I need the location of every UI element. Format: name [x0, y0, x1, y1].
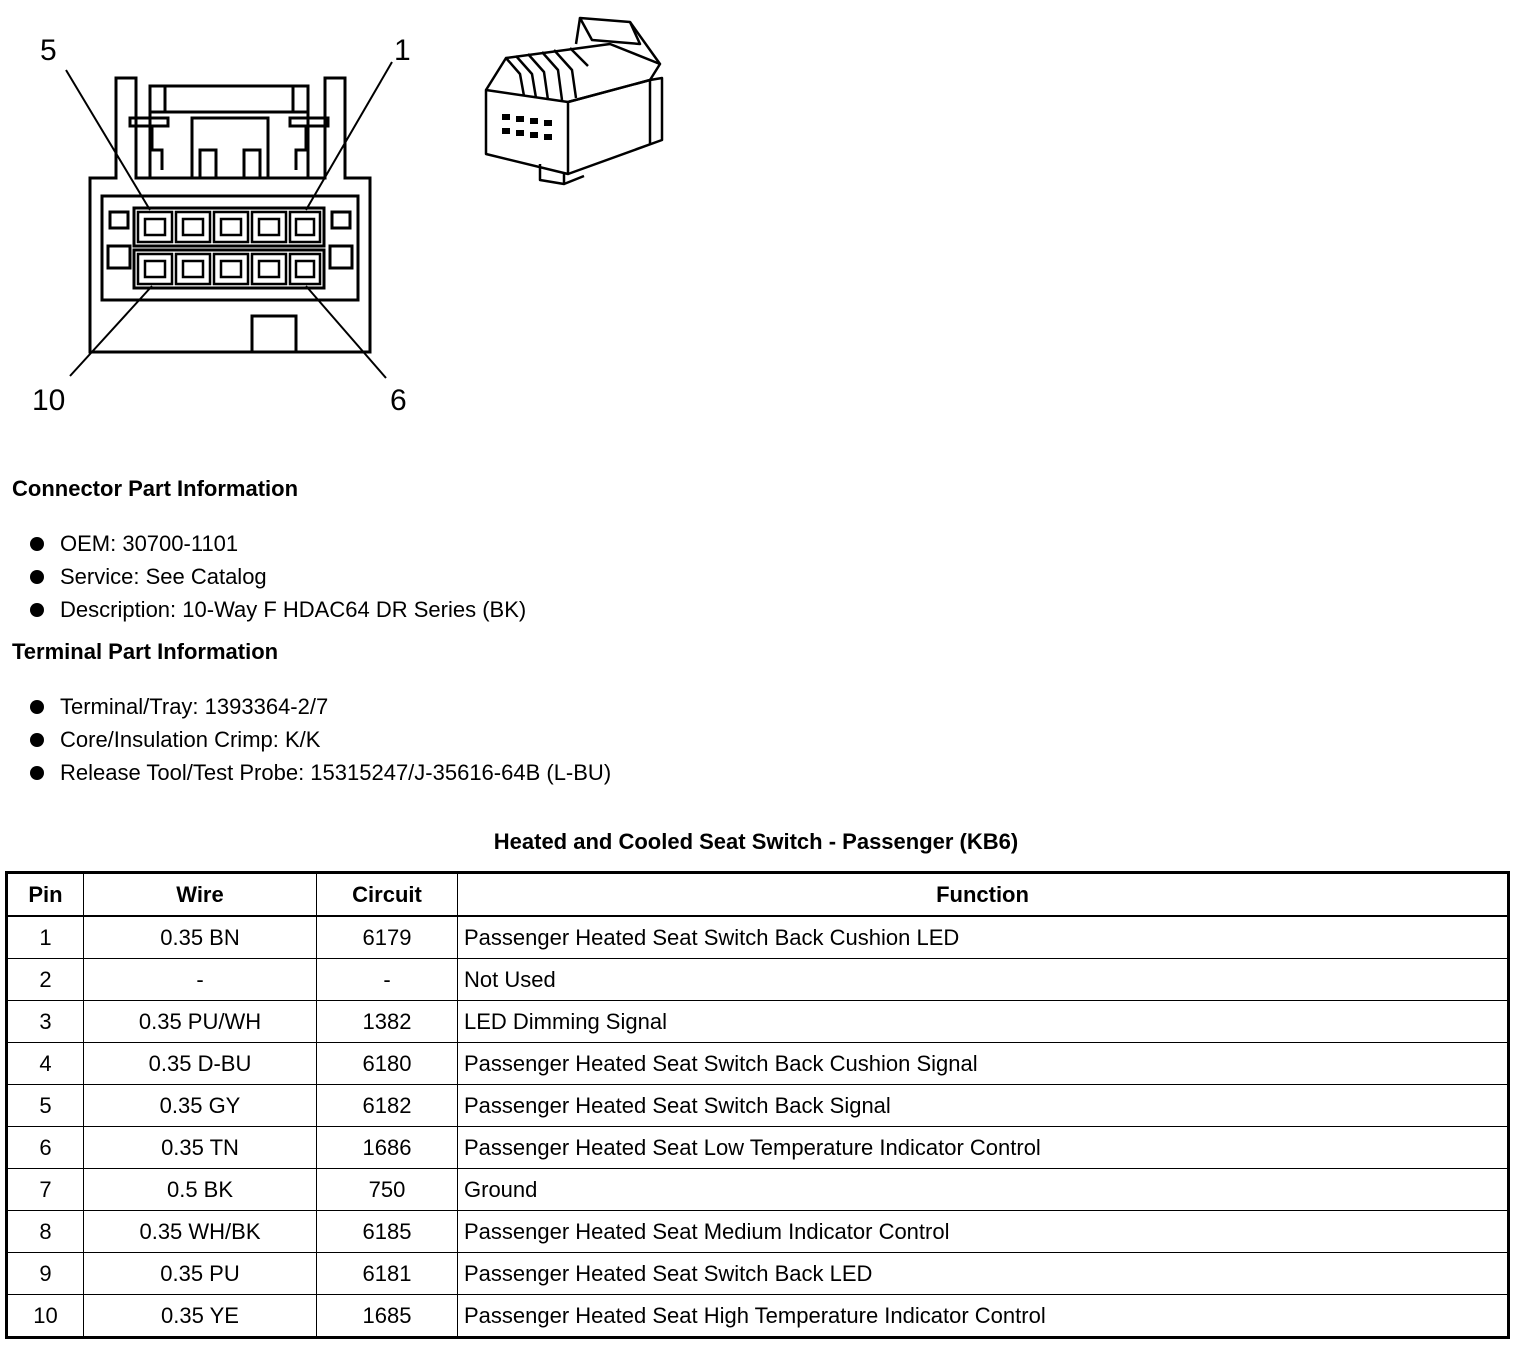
- bullet-icon: [30, 700, 44, 714]
- cell-wire: 0.35 GY: [84, 1085, 317, 1127]
- connector-info-heading: Connector Part Information: [12, 476, 299, 501]
- table-row: [7, 1043, 1509, 1085]
- pin-label-10: 10: [32, 384, 66, 417]
- cell-circuit: 1686: [317, 1127, 458, 1169]
- cell-function: Ground: [458, 1169, 1509, 1211]
- table-header-row: [7, 873, 1509, 917]
- header-circuit: Circuit: [317, 873, 458, 917]
- cell-wire: 0.35 YE: [84, 1295, 317, 1338]
- header-pin: Pin: [7, 873, 84, 917]
- table-row: [7, 1211, 1509, 1253]
- cell-function: Passenger Heated Seat Medium Indicator Control: [458, 1211, 1509, 1253]
- table-row: [7, 1295, 1509, 1338]
- cell-wire: 0.35 WH/BK: [84, 1211, 317, 1253]
- cell-function: Passenger Heated Seat Switch Back Cushion Signal: [458, 1043, 1509, 1085]
- list-item: Description: 10-Way F HDAC64 DR Series (BK): [10, 593, 526, 626]
- cell-function: LED Dimming Signal: [458, 1001, 1509, 1043]
- table-row: [7, 1085, 1509, 1127]
- connector-3d-illustration: [480, 14, 680, 189]
- cell-circuit: 6180: [317, 1043, 458, 1085]
- header-wire: Wire: [84, 873, 317, 917]
- terminal-info-list: [10, 690, 611, 789]
- cell-function: Passenger Heated Seat Switch Back LED: [458, 1253, 1509, 1295]
- cell-pin: 5: [7, 1085, 84, 1127]
- list-item: Release Tool/Test Probe: 15315247/J-35616-64B (L-BU): [10, 756, 611, 789]
- cell-pin: 2: [7, 959, 84, 1001]
- cell-pin: 8: [7, 1211, 84, 1253]
- cell-circuit: 6179: [317, 916, 458, 959]
- table-row: [7, 1253, 1509, 1295]
- cell-wire: 0.35 D-BU: [84, 1043, 317, 1085]
- connector-face-diagram: [0, 0, 460, 430]
- list-item: Core/Insulation Crimp: K/K: [10, 723, 611, 756]
- cell-wire: 0.35 BN: [84, 916, 317, 959]
- cell-wire: 0.35 TN: [84, 1127, 317, 1169]
- bullet-icon: [30, 570, 44, 584]
- table-row: [7, 1169, 1509, 1211]
- pin-label-1: 1: [394, 34, 411, 67]
- cell-circuit: 1685: [317, 1295, 458, 1338]
- cell-function: Passenger Heated Seat Switch Back Cushion LED: [458, 916, 1509, 959]
- cell-pin: 3: [7, 1001, 84, 1043]
- cell-function: Not Used: [458, 959, 1509, 1001]
- cell-pin: 1: [7, 916, 84, 959]
- bullet-icon: [30, 603, 44, 617]
- cell-pin: 6: [7, 1127, 84, 1169]
- pinout-table: [5, 871, 1510, 1339]
- cell-function: Passenger Heated Seat Low Temperature Indicator Control: [458, 1127, 1509, 1169]
- cell-circuit: 6182: [317, 1085, 458, 1127]
- bullet-icon: [30, 537, 44, 551]
- cell-circuit: 750: [317, 1169, 458, 1211]
- bullet-icon: [30, 766, 44, 780]
- list-item: OEM: 30700-1101: [10, 527, 526, 560]
- cell-wire: 0.35 PU: [84, 1253, 317, 1295]
- bullet-icon: [30, 733, 44, 747]
- table-row: [7, 1127, 1509, 1169]
- connector-info-list: [10, 527, 526, 626]
- cell-circuit: -: [317, 959, 458, 1001]
- list-item: Service: See Catalog: [10, 560, 526, 593]
- pin-label-6: 6: [390, 384, 407, 417]
- cell-wire: 0.35 PU/WH: [84, 1001, 317, 1043]
- cell-pin: 9: [7, 1253, 84, 1295]
- table-row: [7, 959, 1509, 1001]
- cell-wire: -: [84, 959, 317, 1001]
- pin-label-5: 5: [40, 34, 57, 67]
- cell-function: Passenger Heated Seat Switch Back Signal: [458, 1085, 1509, 1127]
- cell-pin: 7: [7, 1169, 84, 1211]
- terminal-info-heading: Terminal Part Information: [12, 639, 279, 664]
- cell-pin: 4: [7, 1043, 84, 1085]
- cell-function: Passenger Heated Seat High Temperature Indicator Control: [458, 1295, 1509, 1338]
- table-row: [7, 1001, 1509, 1043]
- table-row: [7, 916, 1509, 959]
- cell-circuit: 6181: [317, 1253, 458, 1295]
- table-title: Heated and Cooled Seat Switch - Passenger (KB6): [493, 829, 1019, 854]
- cell-pin: 10: [7, 1295, 84, 1338]
- cell-circuit: 1382: [317, 1001, 458, 1043]
- cell-wire: 0.5 BK: [84, 1169, 317, 1211]
- cell-circuit: 6185: [317, 1211, 458, 1253]
- header-function: Function: [458, 873, 1509, 917]
- list-item: Terminal/Tray: 1393364-2/7: [10, 690, 611, 723]
